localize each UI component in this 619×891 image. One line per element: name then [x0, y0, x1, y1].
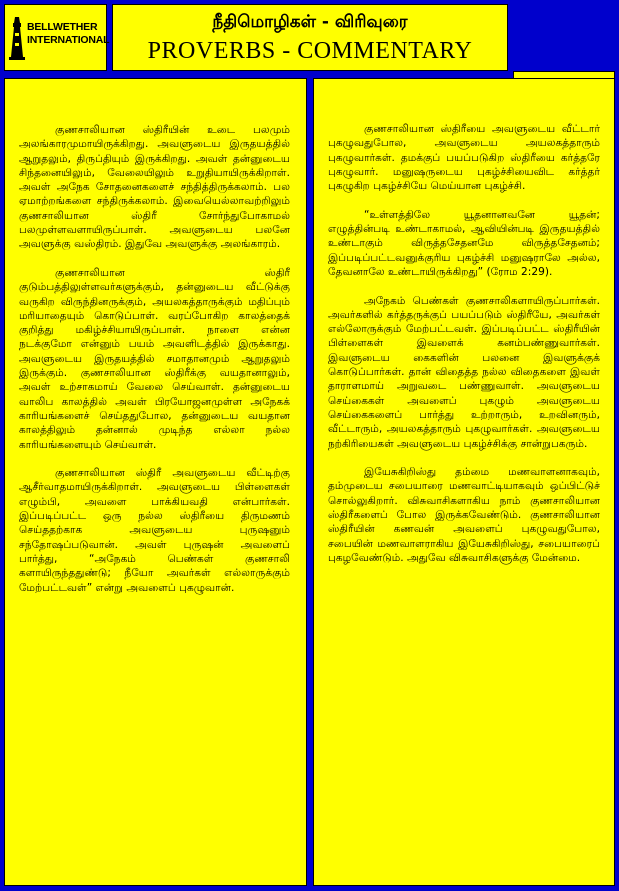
- bellwether-logo: [4, 4, 110, 71]
- paragraph: இயேசுகிறிஸ்து தம்மை மணவாளனாகவும், தம்முடைய சபையாரை மணவாட்டியாகவும் ஒப்பிட்டுச் சொல்லுகிறார். விசுவாசிகளாகிய நாம் குணசாலியான ஸ்திரீகளைப் போல இருக்கவேண்டும். குணசாலியான ஸ்திரீயின் கணவன் அவளைப் புகழுவதுபோல, சபையின் மணவாளராகிய இயேசுகிறிஸ்து, சபையாரைப் புகழவேண்டும். அதுவே விசுவாசிகளுக்கு மேன்மை.: [328, 466, 600, 564]
- paragraph: அநேகம் பெண்கள் குணசாலிகளாயிருப்பார்கள். அவர்களில் கர்த்தருக்குப் பயப்படும் ஸ்திரீயே, அவர்கள் எல்லோருக்கும் மேற்பட்டவள். இப்படிப்பட்ட ஸ்திரீயின் பிள்ளைகள் இவளைக் கனம்பண்ணுவார்கள். இவளுடைய கைகளின் பலனை இவளுக்குக் கொடுப்பார்கள். தான் விதைத்த நல்ல விதைகளை இவள் தாராளமாய் அறுவடை பண்ணுவாள். அவளுடைய செய்கைகள் அவளைப் புகழும் அவளுடைய செய்கைகளைப் பார்த்து உற்றாரும், உறவினரும், வீட்டாரும், அயலகத்தாரும் புகழுவார்கள். அவளுடைய நற்கிரியைகள் அவளுடைய புகழ்ச்சிக்கு சான்றுபகரும்.: [328, 294, 600, 450]
- header-title-box: [112, 4, 508, 71]
- english-title: PROVERBS - COMMENTARY: [147, 38, 473, 64]
- left-column: [4, 78, 307, 886]
- logo-left-line1: BELLWETHER: [27, 21, 98, 33]
- right-column: [313, 78, 615, 886]
- paragraph: குணசாலியான ஸ்திரீயின் உடை பலமும் அலங்காரமுமாயிருக்கிறது. அவளுடைய இருதயத்தில் ஆறுதலும், திருப்தியும் இருக்கிறது. அவள் தன்னுடைய சிந்தனையிலும், வேலையிலும் உறுதியாயிருக்கிறாள். அவள் அநேக சோதனைகளைச் சந்தித்திருக்கலாம். பல ஏமாற்றங்களை சந்திருக்கலாம். இவையெல்லாவற்றிலும் குணசாலியான ஸ்திரீ சோர்ந்துபோகாமல் பலமுள்ளவளாயிருப்பாள். அவளுடைய பலனே அவளுக்கு வஸ்திரம். இதுவே அவளுக்கு அலங்காரம்.: [19, 124, 290, 251]
- paragraph: குணசாலியான ஸ்திரீ குடும்பத்திலுள்ளவர்களுக்கும், தன்னுடைய வீட்டுக்கு வருகிற விருந்தினருக்கும், அயலகத்தாருக்கும் மதிப்பும் மரியாதையும் கொடுப்பாள். வரப்போகிற காலத்தைக் குறித்து மகிழ்ச்சியாயிருப்பாள். நாளை என்ன நடக்குமோ என்னும் பயம் அவளிடத்தில் இருக்காது. அவளுடைய இருதயத்தில் சமாதானமும் ஆறுதலும் இருக்கும். குணசாலியான ஸ்திரீக்கு வயதானாலும், அவள் உற்சாகமாய் வேலை செய்வாள். தன்னுடைய வாலிப காலத்தில் அவள் பிரயோஜனமுள்ள அநேகக் காரியங்களைச் செய்ததுபோல, தன்னுடைய வயதான காலத்திலும் தன்னால் முடிந்த எல்லா நல்ல காரியங்களையும் செய்வாள்.: [19, 266, 290, 451]
- lighthouse-icon: [9, 15, 25, 61]
- paragraph: குணசாலியான ஸ்திரீயை அவளுடைய வீட்டார் புகழுவதுபோல, அவளுடைய அயலகத்தாரும் புகழுவார்கள். தமக்குப் பயப்படுகிற ஸ்திரீயை கர்த்தரே புகழுவார். மனுஷருடைய புகழ்ச்சியைவிட கர்த்தர் புகழுகிற புகழ்ச்சியே மெய்யான புகழ்ச்சி.: [328, 123, 600, 193]
- tamil-title: நீதிமொழிகள் - விரிவுரை: [212, 12, 408, 32]
- logo-left-line2: INTERNATIONAL: [27, 34, 110, 46]
- paragraph: “உள்ளத்திலே யூதனானவனே யூதன்; எழுத்தின்படி உண்டாகாமல், ஆவியின்படி இருதயத்தில் உண்டாகும் விருத்தசேதனமே விருத்தசேதனம்; இப்படிப்பட்டவனுக்குரிய புகழ்ச்சி மனுஷராலே அல்ல, தேவனாலே உண்டாயிருக்கிறது” (ரோம 2:29).: [328, 208, 600, 278]
- paragraph: குணசாலியான ஸ்திரீ அவளுடைய வீட்டிற்கு ஆசீர்வாதமாயிருக்கிறாள். அவளுடைய பிள்ளைகள் எழும்பி, அவளை பாக்கியவதி என்பார்கள். இப்படிப்பட்ட ஒரு நல்ல ஸ்திரீயை திருமணம் செய்ததற்காக அவளுடைய புருஷனும் சந்தோஷப்படுவான். அவள் புருஷன் அவளைப் பார்த்து, “அநேகம் பெண்கள் குணசாலி களாயிருந்ததுண்டு; நீயோ அவர்கள் எல்லாருக்கும் மேற்பட்டவள்” என்று அவளைப் புகழுவான்.: [19, 467, 290, 594]
